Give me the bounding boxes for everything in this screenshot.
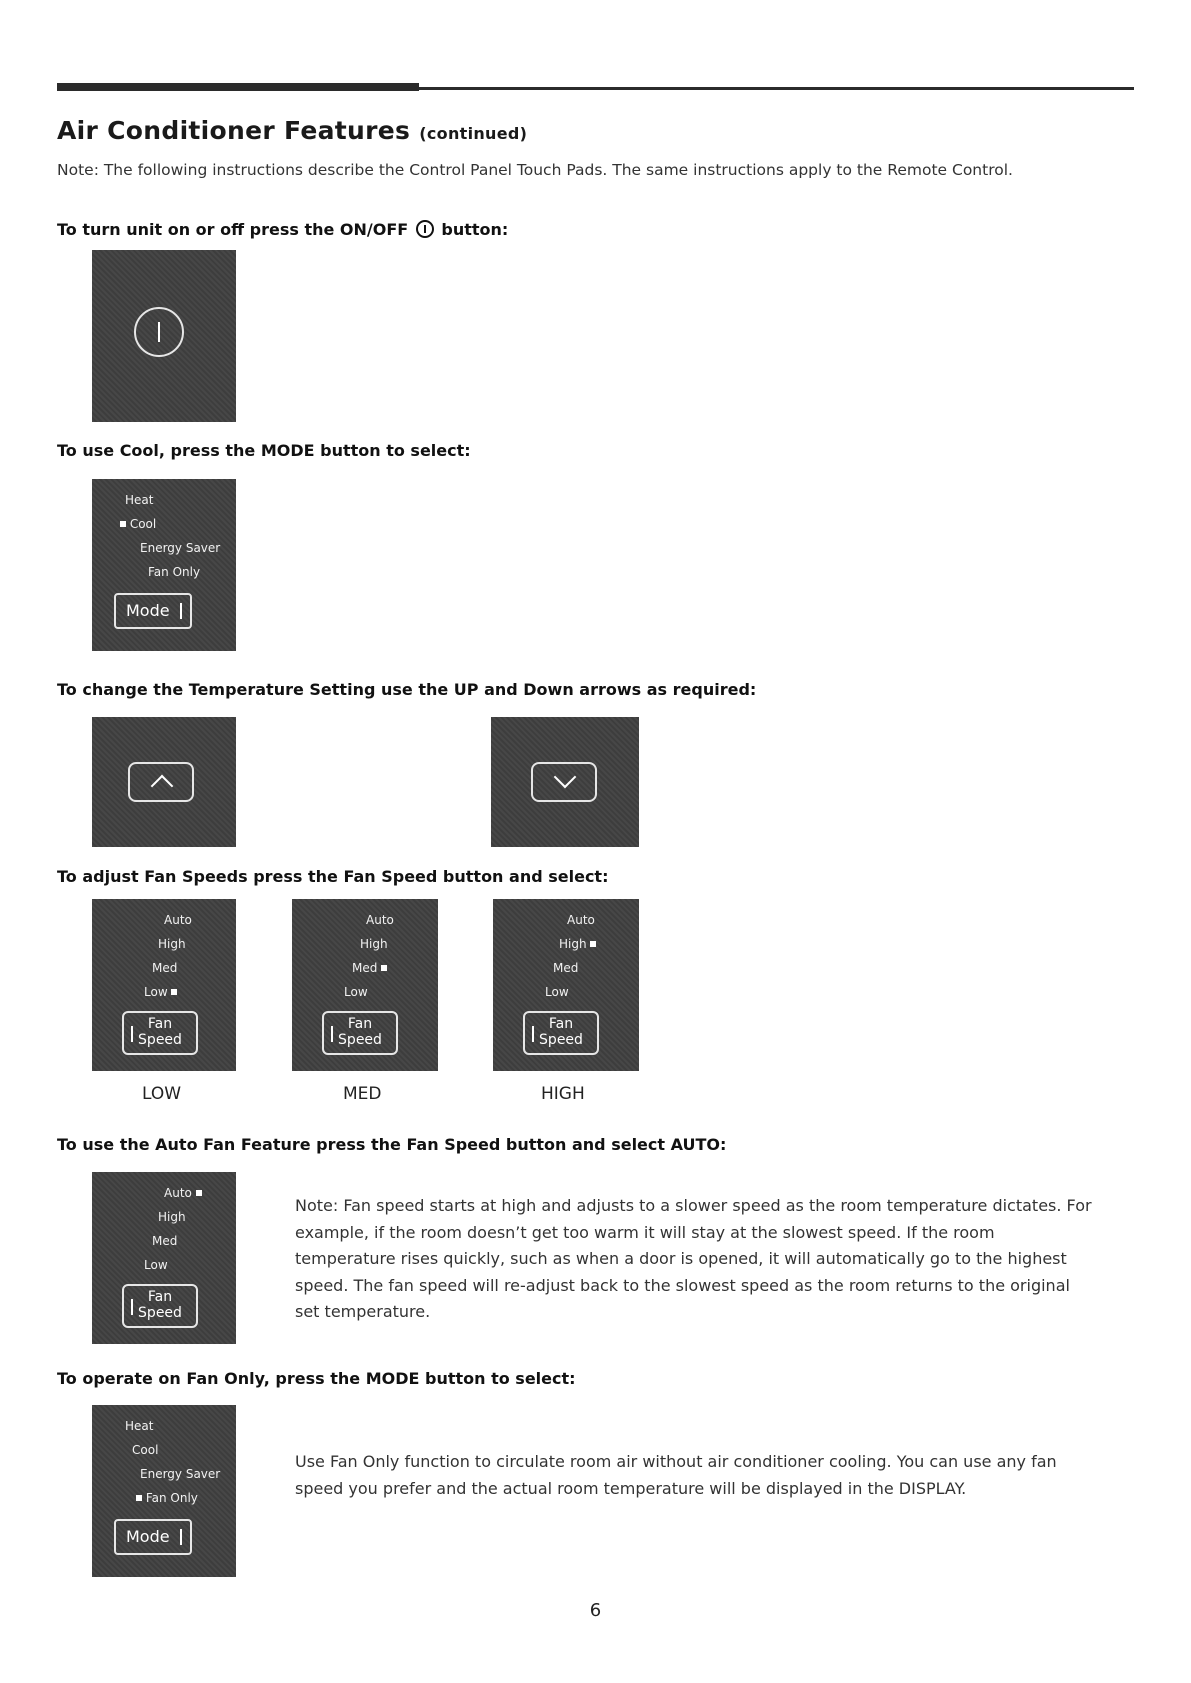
up-arrow-icon xyxy=(151,775,174,798)
fan-speed-button[interactable] xyxy=(122,1011,198,1055)
fan-button-line2: Speed xyxy=(138,1305,182,1321)
fan-button-line2: Speed xyxy=(539,1032,583,1048)
intro-note: Note: The following instructions describe the Control Panel Touch Pads. The same instructions apply to the Remote Control. xyxy=(57,161,1013,179)
selected-indicator-icon xyxy=(381,965,387,971)
fan-option-high: High xyxy=(360,937,388,951)
up-button[interactable] xyxy=(128,762,194,802)
down-button[interactable] xyxy=(531,762,597,802)
selected-indicator-icon xyxy=(196,1190,202,1196)
power-heading-text: To turn unit on or off press the ON/OFF xyxy=(57,220,409,239)
fan-speed-panel-high xyxy=(493,899,639,1071)
power-panel xyxy=(92,250,236,422)
selected-indicator-icon xyxy=(120,521,126,527)
page-number: 6 xyxy=(589,1600,602,1621)
fan-option-med: Med xyxy=(152,961,178,975)
fan-speed-button[interactable] xyxy=(122,1284,198,1328)
fan-button-line2: Speed xyxy=(138,1032,182,1048)
fan-option-med: Med xyxy=(352,961,387,975)
mode-option-cool: Cool xyxy=(132,1443,159,1457)
caption-low: LOW xyxy=(142,1084,182,1104)
fan-button-line2: Speed xyxy=(338,1032,382,1048)
mode-option-energy-saver: Energy Saver xyxy=(140,1467,221,1481)
fan-speed-button[interactable] xyxy=(322,1011,398,1055)
mode-button[interactable]: Mode xyxy=(114,1519,192,1555)
fan-option-auto: Auto xyxy=(366,913,394,927)
mode-button[interactable]: Mode xyxy=(114,593,192,629)
fan-only-note: Use Fan Only function to circulate room air without air conditioner cooling. You can use any fan speed you prefer and the actual room temperature will be displayed in the DISPLAY. xyxy=(295,1452,1057,1498)
power-heading-end: button: xyxy=(441,220,509,239)
caption-high: HIGH xyxy=(541,1084,585,1104)
fan-speed-button[interactable] xyxy=(523,1011,599,1055)
fan-option-low: Low xyxy=(144,1258,168,1272)
mode-option-heat: Heat xyxy=(125,493,154,507)
fan-only-heading: To operate on Fan Only, press the MODE button to select: xyxy=(57,1369,576,1388)
fan-button-line1: Fan xyxy=(548,1016,574,1032)
power-heading xyxy=(57,220,508,239)
fan-option-med: Med xyxy=(152,1234,178,1248)
cool-heading: To use Cool, press the MODE button to select: xyxy=(57,441,471,460)
fan-option-low: Low xyxy=(144,985,177,999)
mode-option-cool: Cool xyxy=(120,517,156,531)
title-suffix: (continued) xyxy=(419,124,528,143)
fan-option-auto: Auto xyxy=(567,913,595,927)
fan-button-line1: Fan xyxy=(347,1016,373,1032)
fan-option-high: High xyxy=(158,937,186,951)
caption-med: MED xyxy=(343,1084,382,1104)
temperature-heading: To change the Temperature Setting use the UP and Down arrows as required: xyxy=(57,680,757,699)
fan-option-low: Low xyxy=(344,985,368,999)
fan-speed-heading: To adjust Fan Speeds press the Fan Speed button and select: xyxy=(57,867,609,886)
fan-option-auto: Auto xyxy=(164,1186,202,1200)
power-button-icon[interactable] xyxy=(134,307,184,357)
down-arrow-icon xyxy=(554,766,577,789)
title-text: Air Conditioner Features xyxy=(57,116,411,145)
selected-indicator-icon xyxy=(171,989,177,995)
fan-option-med: Med xyxy=(553,961,579,975)
auto-fan-note: Note: Fan speed starts at high and adjusts to a slower speed as the room temperature dictates. For example, if the room doesn’t get too warm it will stay at the slowest speed. If the room temperature rises quickly, such as when a door is opened, it will automatically go to the highest speed. The fan speed will re-adjust back to the slowest speed as the room returns to the original set temperature. xyxy=(295,1196,1092,1321)
fan-only-mode-panel xyxy=(92,1405,236,1577)
fan-option-low: Low xyxy=(545,985,569,999)
cool-mode-panel xyxy=(92,479,236,651)
fan-speed-panel-low xyxy=(92,899,236,1071)
header-rule xyxy=(57,87,1134,90)
mode-option-fan-only: Fan Only xyxy=(136,1491,198,1505)
auto-fan-panel xyxy=(92,1172,236,1344)
fan-option-high: High xyxy=(158,1210,186,1224)
mode-option-heat: Heat xyxy=(125,1419,154,1433)
page-title xyxy=(57,116,527,145)
selected-indicator-icon xyxy=(136,1495,142,1501)
fan-button-line1: Fan xyxy=(147,1016,173,1032)
fan-button-line1: Fan xyxy=(147,1289,173,1305)
selected-indicator-icon xyxy=(590,941,596,947)
mode-option-fan-only: Fan Only xyxy=(148,565,201,579)
fan-option-auto: Auto xyxy=(164,913,192,927)
mode-option-energy-saver: Energy Saver xyxy=(140,541,221,555)
power-icon xyxy=(416,220,434,238)
fan-option-high: High xyxy=(559,937,596,951)
fan-speed-panel-med xyxy=(292,899,438,1071)
down-arrow-panel xyxy=(491,717,639,847)
auto-fan-heading: To use the Auto Fan Feature press the Fan Speed button and select AUTO: xyxy=(57,1135,727,1154)
up-arrow-panel xyxy=(92,717,236,847)
